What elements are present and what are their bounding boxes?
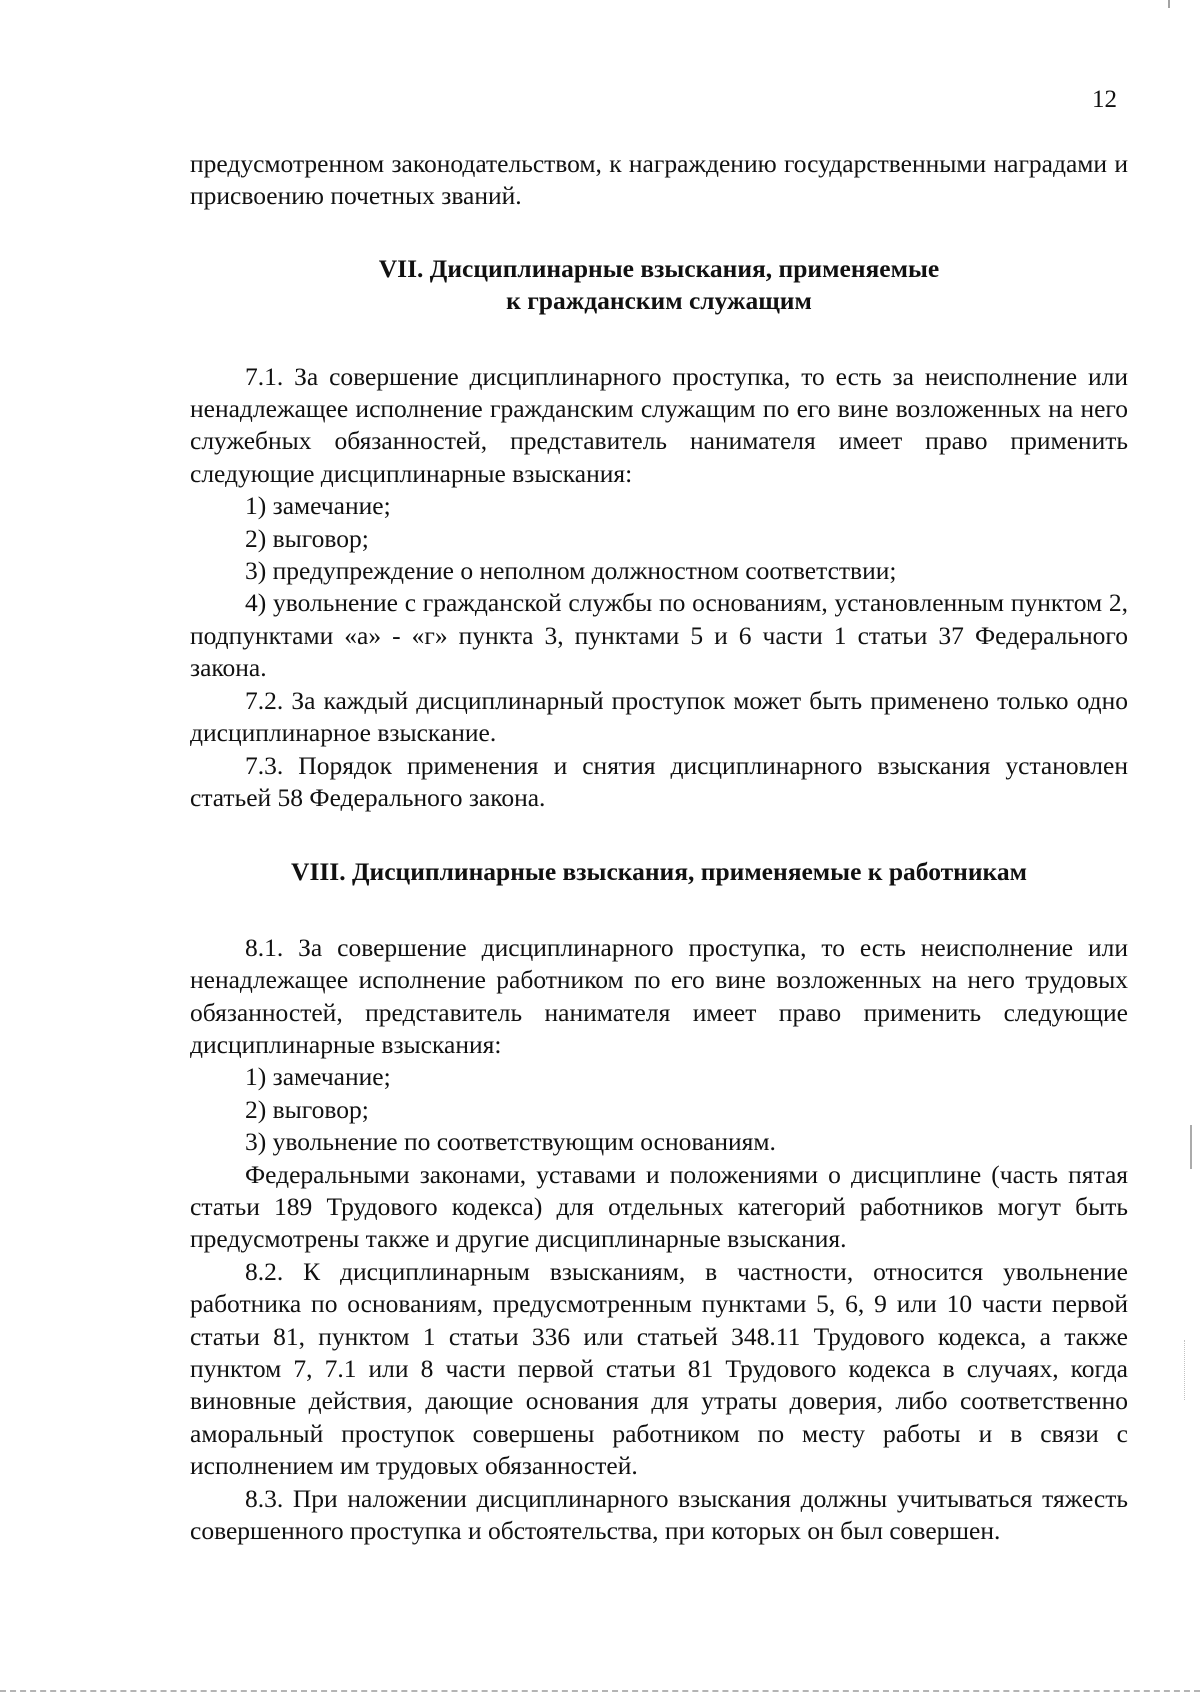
scan-border	[0, 1690, 1200, 1696]
document-body	[190, 148, 1128, 1547]
list-item-8-1-2: 2) выговор;	[245, 1094, 369, 1124]
scan-mark	[1184, 1340, 1186, 1400]
section-heading-viii: VIII. Дисциплинарные взыскания, применяемые к работникам	[291, 857, 1027, 887]
paragraph-8-1-federal: Федеральными законами, уставами и положениями о дисциплине (часть пятая статьи 189 Трудового кодекса) для отдельных категорий работников могут быть предусмотрены также и другие дисциплинарные взыскания.	[190, 1159, 1128, 1254]
section-heading-vii-line2: к гражданским служащим	[506, 286, 812, 316]
section-heading-vii	[190, 253, 1128, 318]
list-item-7-1-2: 2) выговор;	[245, 523, 369, 553]
paragraph-8-2: 8.2. К дисциплинарным взысканиям, в частности, относится увольнение работника по основаниям, предусмотренным пунктами 5, 6, 9 или 10 части первой статьи 81, пунктом 1 статьи 336 или статьей 348.11 Трудового кодекса, а также пунктом 7, 7.1 или 8 части первой статьи 81 Трудового кодекса в случаях, когда виновные действия, дающие основания для утраты доверия, либо соответственно аморальный проступок совершены работником по месту работы и в связи с исполнением им трудовых обязанностей.	[190, 1256, 1128, 1481]
list-item-7-1-1: 1) замечание;	[245, 491, 391, 521]
scan-mark	[1190, 1125, 1192, 1169]
paragraph-7-3: 7.3. Порядок применения и снятия дисциплинарного взыскания установлен статьей 58 Федерального закона.	[190, 750, 1128, 812]
paragraph-intro: предусмотренном законодательством, к награждению государственными наградами и присвоению почетных званий.	[190, 149, 1128, 211]
list-item-8-1-3: 3) увольнение по соответствующим основаниям.	[245, 1127, 776, 1157]
section-heading-vii-line1: VII. Дисциплинарные взыскания, применяемые	[378, 253, 940, 283]
list-item-7-1-3: 3) предупреждение о неполном должностном соответствии;	[245, 556, 897, 586]
paragraph-8-1: 8.1. За совершение дисциплинарного проступка, то есть неисполнение или ненадлежащее исполнение работником по его вине возложенных на него трудовых обязанностей, представитель нанимателя имеет право применить следующие дисциплинарные взыскания:	[190, 932, 1128, 1059]
paragraph-7-1: 7.1. За совершение дисциплинарного проступка, то есть за неисполнение или ненадлежащее исполнение гражданским служащим по его вине возложенных на него служебных обязанностей, представитель нанимателя имеет право применить следующие дисциплинарные взыскания:	[190, 361, 1128, 488]
paragraph-7-2: 7.2. За каждый дисциплинарный проступок может быть применено только одно дисциплинарное взыскание.	[190, 685, 1128, 748]
scan-mark	[1168, 0, 1170, 8]
paragraph-8-3: 8.3. При наложении дисциплинарного взыскания должны учитываться тяжесть совершенного проступка и обстоятельства, при которых он был совершен.	[190, 1483, 1128, 1546]
list-item-8-1-1: 1) замечание;	[245, 1062, 391, 1092]
list-item-7-1-4: 4) увольнение с гражданской службы по основаниям, установленным пунктом 2, подпунктами «а» - «г» пункта 3, пунктами 5 и 6 части 1 статьи 37 Федерального закона.	[190, 588, 1128, 683]
page-number: 12	[1092, 86, 1117, 113]
